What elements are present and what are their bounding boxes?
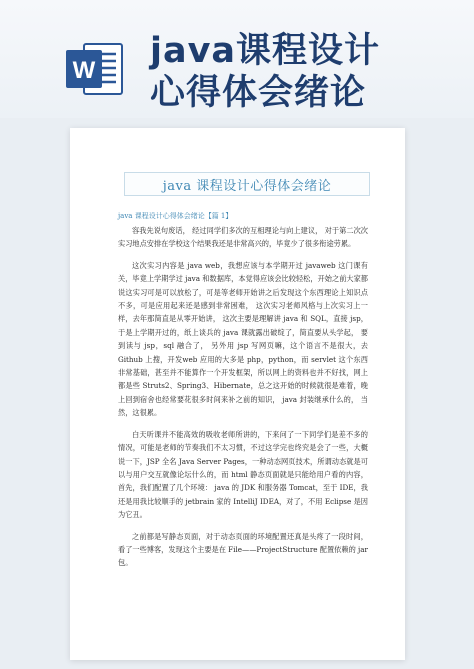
document-body (118, 224, 368, 578)
paragraph: 这次实习内容是 java web，我想应该与本学期开过 javaweb 这门课有关，毕竟上学期学过 java 和数据库，本觉得应该会比较轻松，开始之前大家都说这实习可是可以放松了，可是等老师开始讲之后发现这个东西理论上知识点不多，可是应用起来还是感到非常困难， 这次实习老师风格与上次实习上一样，去年那简直是从零开始讲， 这次主要是理解讲 java 和 SQL，直接 jsp，于是上学期开过的，纸上谈兵的 java 课就露出破绽了，简直要从头学起， 要到读与 jsp，sql 融合了， 另外用 jsp 写网页嘛，这个语言不是很大，去 Github 上搜，开发web 应用的大多是 php，python，而 servlet 这个东西非常基础，甚至并不能算作一个开发框架，所以网上的资料也并不好找，网上都是些 Struts2、Spring3、Hibernate，总之这开始的时候就很是难着，晚上回到宿舍也经常要花很多时间来补之前的知识， java 封装继承什么的， 当然，这很累。 (118, 260, 368, 418)
document-title: java 课程设计心得体会绪论 (162, 178, 332, 194)
banner-title (150, 30, 470, 114)
banner (0, 0, 474, 118)
logo-letter: W (72, 57, 96, 84)
paragraph: 白天听课并不能高效的吸收老师所讲的，下来问了一下同学们是差不多的情况，可能是老师的节奏我们不太习惯，不过这学完也终究是会了一些，大概说一下，JSP 全名 Java Server Pages，一种动态网页技术，所谓动态就是可以与用户交互就像论坛什么的，而 html 静态页面就是只能给用户看的内容，首先，我们配置了几个环境： java 的 JDK 和服务器 Tomcat，至于 IDE，我还是用我比较顺手的 jetbrain 家的 IntelliJ IDEA，对了，不用 Eclipse 是因为它丑。 (118, 429, 368, 520)
banner-title-line1: java课程设计 (150, 31, 381, 71)
word-document-icon (64, 38, 126, 100)
banner-title-line2: 心得体会绪论 (150, 73, 367, 113)
paragraph: 之前都是写静态页面，对于动态页面的环境配置还真是头疼了一段时间，看了一些博客，发现这个主要是在 File——ProjectStructure 配置依赖的 jar 包。 (118, 531, 368, 568)
document-title-box (124, 172, 370, 196)
section-heading: java 课程设计心得体会绪论【篇 1】 (118, 212, 233, 220)
document-page (70, 128, 405, 660)
paragraph: 容我先说句废话， 经过同学们多次的互相理论与向上建议， 对于第二次次实习地点安排在学校这个结果我还是非常高兴的，毕竟少了很多衔途劳累。 (118, 226, 368, 249)
